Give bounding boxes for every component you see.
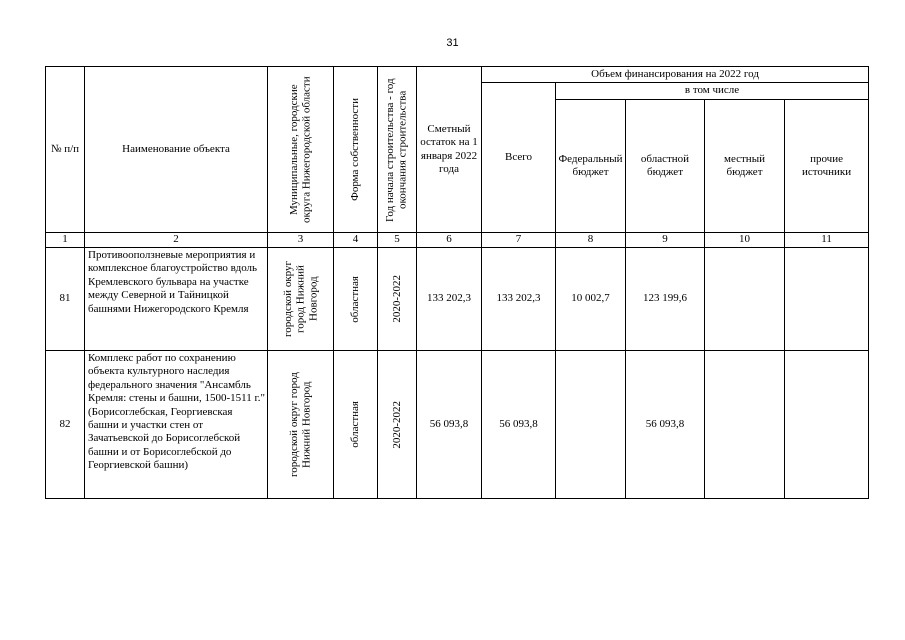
- row-local: [705, 351, 785, 499]
- column-number: 11: [785, 233, 869, 248]
- header-local: местный бюджет: [705, 100, 785, 233]
- header-other: прочие источники: [785, 100, 869, 233]
- header-total: Всего: [482, 83, 556, 233]
- column-number: 9: [626, 233, 705, 248]
- row-ownership-text: областная: [349, 401, 362, 448]
- header-funding-group: Объем финансирования на 2022 год: [482, 67, 869, 83]
- column-number: 10: [705, 233, 785, 248]
- funding-table: [45, 66, 869, 499]
- row-years: [378, 248, 417, 351]
- row-federal: 10 002,7: [556, 248, 626, 351]
- header-municipality-text: Муниципальные, городские округа Нижегородской области: [287, 76, 313, 223]
- row-federal: [556, 351, 626, 499]
- row-object-name: Комплекс работ по сохранению объекта культурного наследия федерального значения "Ансамбль Кремля: стены и башни, 1500-1511 г." (Борисоглебская, Георгиевская башни и участки стен от Зачатьевской до Борисоглебской башни и от Борисоглебской до Георгиевской башни): [85, 351, 268, 499]
- header-years: [378, 67, 417, 233]
- row-years-text: 2020-2022: [390, 400, 403, 449]
- column-number: 4: [334, 233, 378, 248]
- header-federal: Федеральный бюджет: [556, 100, 626, 233]
- header-estimate: Сметный остаток на 1 января 2022 года: [417, 67, 482, 233]
- header-municipality: [268, 67, 334, 233]
- table-row: [46, 248, 869, 351]
- header-including: в том числе: [556, 83, 869, 100]
- row-municipality-text: городской округ город Нижний Новгород: [287, 372, 313, 477]
- row-municipality: [268, 351, 334, 499]
- row-total: 133 202,3: [482, 248, 556, 351]
- column-number: 5: [378, 233, 417, 248]
- row-object-name: Противооползневые мероприятия и комплексное благоустройство вдоль Кремлевского бульвара на участке между Северной и Тайницкой башнями Нижегородского Кремля: [85, 248, 268, 351]
- header-regional: областной бюджет: [626, 100, 705, 233]
- row-num: 82: [46, 351, 85, 499]
- row-municipality-text: городской округ город Нижний Новгород: [281, 260, 319, 338]
- column-number: 8: [556, 233, 626, 248]
- header-num: № п/п: [46, 67, 85, 233]
- column-number: 3: [268, 233, 334, 248]
- header-ownership-text: Форма собственности: [349, 98, 362, 201]
- row-estimate: 56 093,8: [417, 351, 482, 499]
- row-total: 56 093,8: [482, 351, 556, 499]
- header-years-text: Год начала строительства - год окончания строительства: [384, 77, 409, 222]
- row-years-text: 2020-2022: [390, 275, 403, 323]
- row-local: [705, 248, 785, 351]
- row-ownership-text: областная: [349, 275, 362, 323]
- table-row: [46, 351, 869, 499]
- header-ownership: [334, 67, 378, 233]
- column-number: 1: [46, 233, 85, 248]
- header-row-1: [46, 67, 869, 83]
- row-num: 81: [46, 248, 85, 351]
- row-ownership: [334, 248, 378, 351]
- column-number: 2: [85, 233, 268, 248]
- row-ownership: [334, 351, 378, 499]
- column-number-row: [46, 233, 869, 248]
- row-regional: 123 199,6: [626, 248, 705, 351]
- header-name: Наименование объекта: [85, 67, 268, 233]
- row-estimate: 133 202,3: [417, 248, 482, 351]
- row-years: [378, 351, 417, 499]
- row-other: [785, 351, 869, 499]
- column-number: 6: [417, 233, 482, 248]
- row-other: [785, 248, 869, 351]
- row-regional: 56 093,8: [626, 351, 705, 499]
- row-municipality: [268, 248, 334, 351]
- column-number: 7: [482, 233, 556, 248]
- page-number: 31: [446, 37, 459, 49]
